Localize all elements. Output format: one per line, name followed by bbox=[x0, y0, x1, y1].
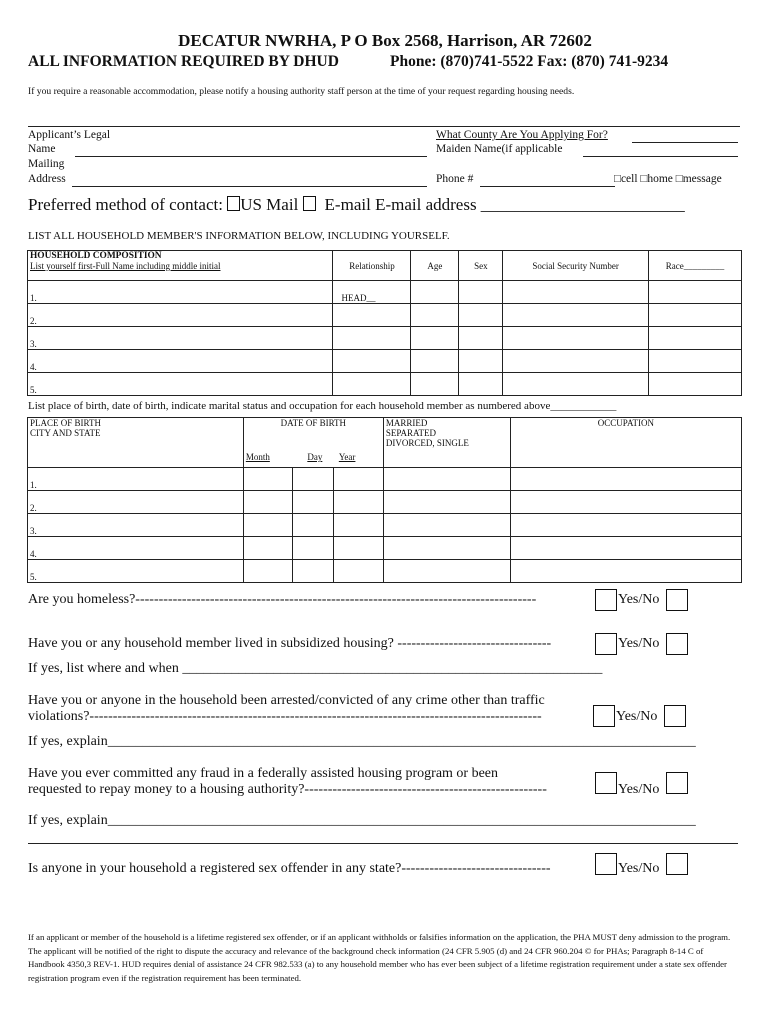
year-cell[interactable] bbox=[333, 514, 383, 537]
county-field[interactable] bbox=[632, 142, 738, 143]
arrested-no-box[interactable] bbox=[664, 705, 686, 727]
us-mail-checkbox[interactable] bbox=[227, 196, 240, 211]
relationship-column-header: Relationship bbox=[333, 251, 411, 281]
relationship-cell[interactable] bbox=[333, 350, 411, 373]
table-row bbox=[28, 304, 742, 327]
marital-cell[interactable] bbox=[383, 514, 510, 537]
sex-cell[interactable] bbox=[459, 350, 503, 373]
race-column-header: Race_________ bbox=[649, 251, 742, 281]
birth-instruction: List place of birth, date of birth, indicate marital status and occupation for each household member as numbered above____________ bbox=[28, 400, 617, 412]
place-of-birth-header bbox=[28, 418, 244, 468]
race-cell[interactable] bbox=[649, 304, 742, 327]
day-cell[interactable] bbox=[292, 491, 333, 514]
table-row bbox=[28, 537, 742, 560]
marital-cell[interactable] bbox=[383, 560, 510, 583]
homeless-yes-box[interactable] bbox=[595, 589, 617, 611]
ssn-cell[interactable] bbox=[503, 373, 649, 396]
name-column-label: List yourself first-Full Name including middle initial bbox=[30, 261, 221, 271]
occupation-cell[interactable] bbox=[510, 514, 741, 537]
place-of-birth-label: PLACE OF BIRTH bbox=[30, 418, 101, 428]
row-number[interactable]: 4. bbox=[28, 350, 333, 373]
birth-table bbox=[27, 417, 742, 583]
address-label: Address bbox=[28, 173, 66, 185]
phone-type-options[interactable]: □cell □home □message bbox=[614, 173, 722, 185]
household-instruction: LIST ALL HOUSEHOLD MEMBER'S INFORMATION BELOW, INCLUDING YOURSELF. bbox=[28, 230, 450, 242]
subsidized-no-box[interactable] bbox=[666, 633, 688, 655]
day-label: Day bbox=[307, 452, 323, 462]
table-row bbox=[28, 468, 742, 491]
homeless-question: Are you homeless?-------------------------------------------------------------------------------------- bbox=[28, 592, 537, 607]
phone-field[interactable] bbox=[480, 186, 615, 187]
sex-offender-yes-no: Yes/No bbox=[618, 861, 660, 876]
dob-header bbox=[243, 418, 383, 468]
arrested-followup[interactable]: If yes, explain____________________________________________________________________________________ bbox=[28, 734, 696, 749]
ssn-cell[interactable] bbox=[503, 304, 649, 327]
row-number[interactable]: 3. bbox=[28, 514, 244, 537]
page-title: DECATUR NWRHA, P O Box 2568, Harrison, AR 72602 bbox=[178, 31, 592, 50]
table-row bbox=[28, 514, 742, 537]
year-cell[interactable] bbox=[333, 491, 383, 514]
occupation-cell[interactable] bbox=[510, 491, 741, 514]
preferred-contact bbox=[28, 195, 685, 215]
composition-title: HOUSEHOLD COMPOSITION bbox=[30, 251, 162, 261]
marital-cell[interactable] bbox=[383, 537, 510, 560]
legal-footer: If an applicant or member of the household is a lifetime registered sex offender, or if an applicant withholds or falsifies information on the application, the PHA MUST deny admission to the program. The applicant will be notified of the right to dispute the accuracy and relevance of the background check information (24 CFR 5.905 (d) and 24 CFR 960.204 © for PHAs; Paragraph 8-14 C of Handbook 4350,3 REV-1. HUD requires denial of assistance 24 CFR 982.533 (a) to any household member who has ever been subject of a lifetime registration requirement under a state sex offender registration program even if the registration requirement has been terminated. bbox=[28, 932, 731, 983]
ssn-cell[interactable] bbox=[503, 327, 649, 350]
city-state-label: CITY AND STATE bbox=[30, 428, 101, 438]
year-cell[interactable] bbox=[333, 537, 383, 560]
occupation-cell[interactable] bbox=[510, 468, 741, 491]
relationship-cell[interactable] bbox=[333, 373, 411, 396]
mailing-label: Mailing bbox=[28, 158, 65, 170]
divorced-single-label: DIVORCED, SINGLE bbox=[385, 438, 469, 448]
day-cell[interactable] bbox=[292, 560, 333, 583]
month-cell[interactable] bbox=[243, 514, 292, 537]
table-row bbox=[28, 350, 742, 373]
age-cell[interactable] bbox=[411, 304, 459, 327]
day-cell[interactable] bbox=[292, 514, 333, 537]
subsidized-yes-no: Yes/No bbox=[618, 636, 660, 651]
month-label: Month bbox=[245, 452, 270, 462]
name-column-header bbox=[28, 251, 333, 281]
maiden-name-label: Maiden Name(if applicable bbox=[436, 143, 563, 155]
county-label: What County Are You Applying For? bbox=[436, 129, 608, 141]
year-label: Year bbox=[338, 452, 356, 462]
table-row bbox=[28, 327, 742, 350]
row-number[interactable]: 2. bbox=[28, 491, 244, 514]
required-notice: ALL INFORMATION REQUIRED BY DHUD bbox=[28, 53, 339, 70]
race-cell[interactable] bbox=[649, 373, 742, 396]
household-table bbox=[27, 250, 742, 396]
arrested-question: Have you or anyone in the household been arrested/convicted of any crime other than traffic bbox=[28, 693, 545, 708]
divider bbox=[28, 126, 740, 127]
ssn-cell[interactable] bbox=[503, 281, 649, 304]
sex-offender-question: Is anyone in your household a registered sex offender in any state?-------------------------------- bbox=[28, 861, 551, 876]
table-row bbox=[28, 491, 742, 514]
row-number[interactable]: 1. bbox=[28, 468, 244, 491]
address-field[interactable] bbox=[72, 186, 427, 187]
day-cell[interactable] bbox=[292, 537, 333, 560]
fraud-yes-box[interactable] bbox=[595, 772, 617, 794]
sex-cell[interactable] bbox=[459, 304, 503, 327]
fraud-question-cont: requested to repay money to a housing authority?---------------------------------------------------- bbox=[28, 782, 547, 797]
head-relationship[interactable]: HEAD__ bbox=[333, 281, 411, 304]
occupation-cell[interactable] bbox=[510, 560, 741, 583]
fraud-extra-line[interactable] bbox=[28, 843, 738, 844]
row-number[interactable]: 5. bbox=[28, 373, 333, 396]
subsidized-yes-box[interactable] bbox=[595, 633, 617, 655]
marital-cell[interactable] bbox=[383, 468, 510, 491]
email-option: E-mail bbox=[324, 195, 376, 214]
sex-column-header: Sex bbox=[459, 251, 503, 281]
subsidized-question: Have you or any household member lived in subsidized housing? --------------------------------- bbox=[28, 636, 552, 651]
email-checkbox[interactable] bbox=[303, 196, 316, 211]
sex-cell[interactable] bbox=[459, 281, 503, 304]
fraud-followup[interactable]: If yes, explain____________________________________________________________________________________ bbox=[28, 813, 696, 828]
phone-fax: Phone: (870)741-5522 Fax: (870) 741-9234 bbox=[390, 53, 669, 70]
age-cell[interactable] bbox=[411, 350, 459, 373]
month-cell[interactable] bbox=[243, 468, 292, 491]
fraud-question: Have you ever committed any fraud in a federally assisted housing program or been bbox=[28, 766, 499, 781]
table-row bbox=[28, 560, 742, 583]
legal-name-label-2: Name bbox=[28, 143, 56, 155]
marital-cell[interactable] bbox=[383, 491, 510, 514]
year-cell[interactable] bbox=[333, 468, 383, 491]
race-cell[interactable] bbox=[649, 350, 742, 373]
arrested-yes-no: Yes/No bbox=[616, 709, 658, 724]
sex-cell[interactable] bbox=[459, 373, 503, 396]
year-cell[interactable] bbox=[333, 560, 383, 583]
us-mail-option: US Mail bbox=[240, 195, 303, 214]
marital-status-header bbox=[383, 418, 510, 468]
day-cell[interactable] bbox=[292, 468, 333, 491]
age-cell[interactable] bbox=[411, 281, 459, 304]
homeless-yes-no: Yes/No bbox=[618, 592, 660, 607]
table-row bbox=[28, 281, 742, 304]
table-row bbox=[28, 373, 742, 396]
sex-offender-no-box[interactable] bbox=[666, 853, 688, 875]
relationship-cell[interactable] bbox=[333, 304, 411, 327]
dob-label: DATE OF BIRTH bbox=[280, 418, 347, 428]
race-cell[interactable] bbox=[649, 327, 742, 350]
row-number[interactable]: 5. bbox=[28, 560, 244, 583]
fraud-yes-no: Yes/No bbox=[618, 782, 660, 797]
age-cell[interactable] bbox=[411, 327, 459, 350]
month-cell[interactable] bbox=[243, 560, 292, 583]
sex-cell[interactable] bbox=[459, 327, 503, 350]
occupation-header: OCCUPATION bbox=[510, 418, 741, 468]
row-number[interactable]: 4. bbox=[28, 537, 244, 560]
fraud-no-box[interactable] bbox=[666, 772, 688, 794]
row-number[interactable]: 2. bbox=[28, 304, 333, 327]
race-cell[interactable] bbox=[649, 281, 742, 304]
sex-offender-yes-box[interactable] bbox=[595, 853, 617, 875]
legal-name-field[interactable] bbox=[75, 156, 427, 157]
arrested-question-cont: violations?------------------------------------------------------------------------------------------------- bbox=[28, 709, 542, 724]
maiden-name-field[interactable] bbox=[583, 156, 738, 157]
age-cell[interactable] bbox=[411, 373, 459, 396]
married-label: MARRIED bbox=[385, 418, 428, 428]
accommodation-note: If you require a reasonable accommodation, please notify a housing authority staff person at the time of your request regarding housing needs. bbox=[28, 86, 575, 97]
month-cell[interactable] bbox=[243, 491, 292, 514]
email-address-label[interactable]: E-mail address ________________________ bbox=[375, 195, 685, 214]
separated-label: SEPARATED bbox=[385, 428, 437, 438]
legal-name-label: Applicant’s Legal bbox=[28, 129, 111, 141]
age-column-header: Age bbox=[411, 251, 459, 281]
preferred-contact-label: Preferred method of contact: bbox=[28, 195, 228, 214]
occupation-cell[interactable] bbox=[510, 537, 741, 560]
phone-label: Phone # bbox=[436, 173, 474, 185]
month-cell[interactable] bbox=[243, 537, 292, 560]
arrested-yes-box[interactable] bbox=[593, 705, 615, 727]
relationship-cell[interactable] bbox=[333, 327, 411, 350]
row-number[interactable]: 3. bbox=[28, 327, 333, 350]
homeless-no-box[interactable] bbox=[666, 589, 688, 611]
ssn-cell[interactable] bbox=[503, 350, 649, 373]
row-number[interactable]: 1. bbox=[28, 281, 333, 304]
ssn-column-header: Social Security Number bbox=[503, 251, 649, 281]
subsidized-followup[interactable]: If yes, list where and when ____________________________________________________________ bbox=[28, 661, 603, 676]
